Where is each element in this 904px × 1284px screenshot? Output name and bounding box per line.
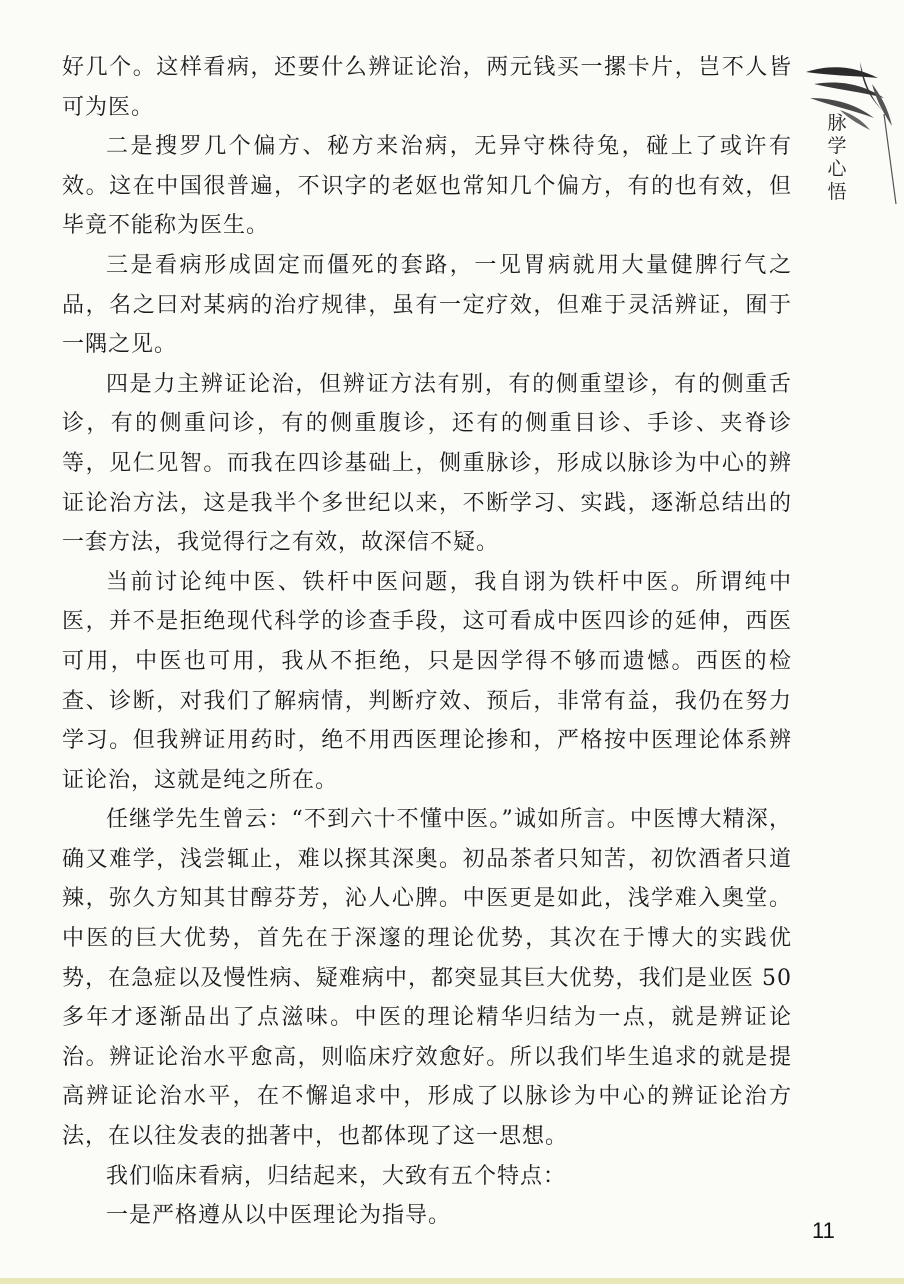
paragraph: 四是力主辨证论治，但辨证方法有别，有的侧重望诊，有的侧重舌诊，有的侧重问诊，有的侧重腹诊，还有的侧重目诊、手诊、夹脊诊等，见仁见智。而我在四诊基础上，侧重脉诊，形成以脉诊为中心的辨证论治方法，这是我半个多世纪以来，不断学习、实践，逐渐总结出的一套方法，我觉得行之有效，故深信不疑。: [62, 371, 792, 556]
page-bottom-edge: [0, 1278, 904, 1284]
paragraph: 我们临床看病，归结起来，大致有五个特点：: [106, 1163, 567, 1189]
section-title-char: 脉: [827, 112, 847, 134]
paragraph: 一是严格遵从以中医理论为指导。: [106, 1203, 452, 1229]
section-title-char: 学: [827, 135, 847, 157]
paragraph: 二是搜罗几个偏方、秘方来治病，无异守株待兔，碰上了或许有效。这在中国很普遍，不识字的老妪也常知几个偏方，有的也有效，但毕竟不能称为医生。: [62, 134, 792, 239]
paragraph: 任继学先生曾云：“不到六十不懂中医。”诚如所言。中医博大精深，确又难学，浅尝辄止，难以探其深奥。初品茶者只知苦，初饮酒者只道辣，弥久方知其甘醇芬芳，沁人心脾。中医更是如此，浅学难入奥堂。中医的巨大优势，首先在于深邃的理论优势，其次在于博大的实践优势，在急症以及慢性病、疑难病中，都突显其巨大优势，我们是业医 50 多年才逐渐品出了点滋味。中医的理论精华归结为一点，就是辨证论治。辨证论治水平愈高，则临床疗效愈好。所以我们毕生追求的就是提高辨证论治水平，在不懈追求中，形成了以脉诊为中心的辨证论治方法，在以往发表的拙著中，也都体现了这一思想。: [62, 807, 792, 1150]
running-section-title: [822, 112, 852, 204]
paragraph: 三是看病形成固定而僵死的套路，一见胃病就用大量健脾行气之品，名之曰对某病的治疗规律，虽有一定疗效，但难于灵活辨证，囿于一隅之见。: [62, 252, 792, 358]
paragraph: 好几个。这样看病，还要什么辨证论治，两元钱买一摞卡片，岂不人皆可为医。: [62, 55, 792, 120]
body-text: [62, 48, 792, 1236]
section-title-char: 悟: [827, 181, 847, 203]
page-number: 11: [812, 1218, 835, 1243]
section-title-char: 心: [827, 158, 847, 180]
paragraph: 当前讨论纯中医、铁杆中医问题，我自诩为铁杆中医。所谓纯中医，并不是拒绝现代科学的诊查手段，这可看成中医四诊的延伸，西医可用，中医也可用，我从不拒绝，只是因学得不够而遗憾。西医的检查、诊断，对我们了解病情，判断疗效、预后，非常有益，我仍在努力学习。但我辨证用药时，绝不用西医理论掺和，严格按中医理论体系辨证论治，这就是纯之所在。: [62, 569, 792, 793]
